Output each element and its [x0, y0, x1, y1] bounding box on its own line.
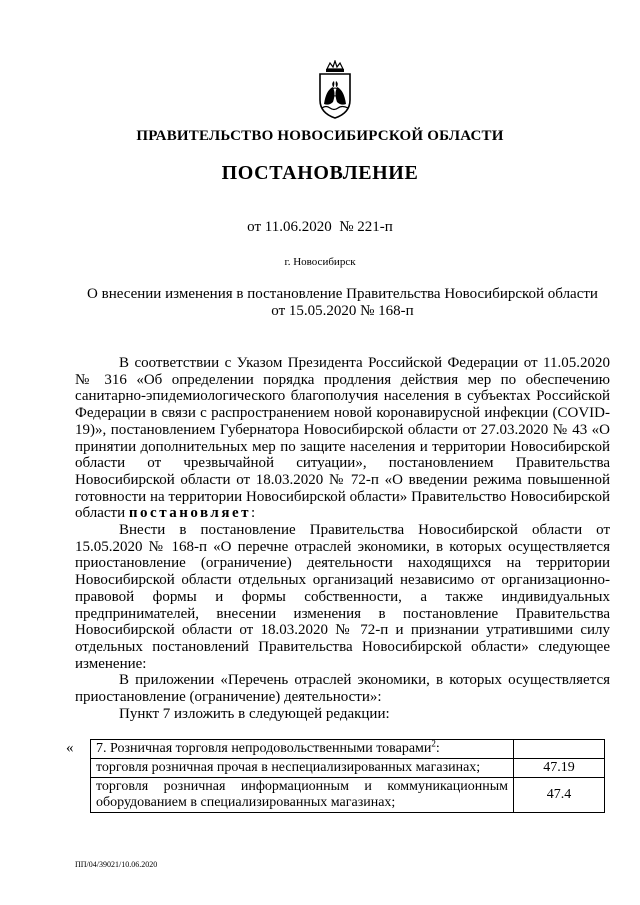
resolution-word: постановляет [128, 505, 251, 522]
document-type: ПОСТАНОВЛЕНИЕ [221, 162, 419, 184]
paragraph-appendix: В приложении «Перечень отраслей экономики, в которых осуществляется приостановление (ограничение) деятельности»: [75, 672, 610, 706]
subject-line-1: О внесении изменения в постановление Правительства Новосибирской области [87, 286, 598, 302]
document-body [75, 355, 610, 722]
document-subject [70, 286, 615, 320]
subject-line-2: от 15.05.2020 № 168-п [271, 303, 414, 319]
table-row [91, 759, 605, 778]
table-row [91, 740, 605, 759]
footnote-marker: 2 [431, 738, 436, 749]
excerpt-table [90, 739, 605, 813]
table-row [91, 778, 605, 813]
paragraph-amendment: Внести в постановление Правительства Новосибирской области от 15.05.2020 № 168-п «О перечне отраслей экономики, в которых осуществляется приостановление (ограничение) деятельности находящихся на территории Новосибирской области отдельных организаций независимо от организационно-правовой формы и формы собственности, а также индивидуальных предпринимателей, внесении изменения в постановление Правительства Новосибирской области от 18.03.2020 № 72-п и признании утратившими силу отдельных постановлений Правительства Новосибирской области» следующее изменение: [75, 522, 610, 672]
paragraph-item: Пункт 7 изложить в следующей редакции: [119, 705, 390, 722]
table-desc-cell: торговля розничная прочая в неспециализированных магазинах; [91, 759, 514, 778]
table-heading-cell: 7. Розничная торговля непродовольственными товарами$^2$: [91, 740, 514, 759]
document-date-number: от 11.06.2020 № 221-п [247, 219, 393, 235]
table-code-cell-empty [514, 740, 605, 759]
opening-quote: « [66, 740, 74, 756]
table-code-cell: 47.4 [514, 778, 605, 813]
document-city: г. Новосибирск [284, 256, 356, 268]
coat-of-arms-icon [313, 60, 357, 120]
paragraph-preamble [75, 355, 610, 522]
organization-name: ПРАВИТЕЛЬСТВО НОВОСИБИРСКОЙ ОБЛАСТИ [136, 128, 504, 144]
table-desc-cell: торговля розничная информационным и коммуникационным оборудованием в специализированных магазинах; [91, 778, 514, 813]
table-code-cell: 47.19 [514, 759, 605, 778]
preamble-colon: : [251, 505, 256, 522]
preamble-text: В соответствии с Указом Президента Российской Федерации от 11.05.2020 № 316 «Об определении порядка продления действия мер по обеспечению санитарно-эпидемиологического благополучия населения в субъектах Российской Федерации в связи с распространением новой коронавирусной инфекции (COVID-19)», постановлением Губернатора Новосибирской области от 27.03.2020 № 43 «О принятии дополнительных мер по защите населения и территории Новосибирской области от чрезвычайной ситуации», постановлением Правительства Новосибирской области от 18.03.2020 № 72-п «О введении режима повышенной готовности на территории Новосибирской области» Правительство Новосибирской области [75, 355, 610, 522]
footer-reference: ПП/04/39021/10.06.2020 [75, 860, 158, 869]
table-heading: 7. Розничная торговля непродовольственными товарами [96, 741, 432, 756]
